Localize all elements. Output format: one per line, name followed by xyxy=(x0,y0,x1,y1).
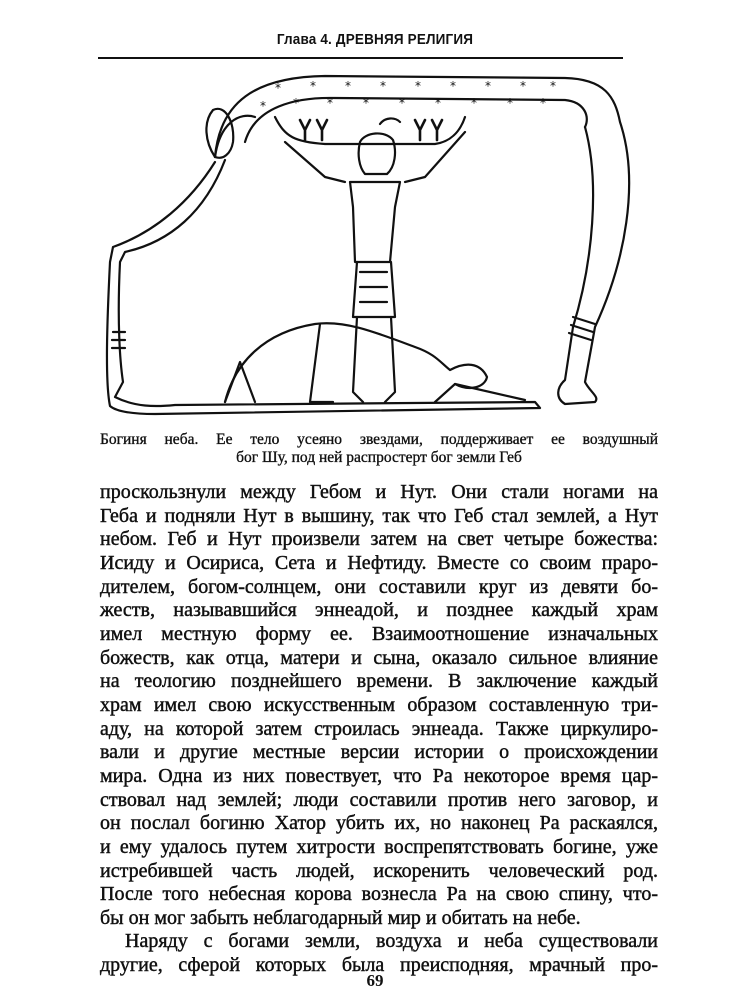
header-rule xyxy=(98,57,623,59)
text-line: проскользнули между Гебом и Нут. Они стали ногами на xyxy=(100,481,658,503)
svg-text:*: * xyxy=(363,96,369,110)
text-line: ствовал над землей; люди составили против него заговор, и xyxy=(100,788,658,811)
svg-text:*: * xyxy=(520,79,526,93)
text-line: и ему удалось путем хитрости воспрепятствовать богине, уже xyxy=(100,835,658,858)
text-line: Исиду и Осириса, Сета и Нефтиду. Вместе со своим праро- xyxy=(100,551,658,574)
text-line: небом. Геб и Нут произвели затем на свет четыре божества: xyxy=(100,528,658,551)
svg-text:*: * xyxy=(471,96,477,110)
svg-text:*: * xyxy=(550,79,556,93)
svg-text:*: * xyxy=(310,79,316,93)
caption-line: Богиня неба. Ее тело усеяно звездами, поддерживает ее воздушный xyxy=(100,431,658,448)
svg-text:*: * xyxy=(380,79,386,93)
text-line: вали и другие местные версии истории о происхождении xyxy=(100,741,658,764)
svg-text:*: * xyxy=(293,96,299,110)
geb-figure xyxy=(225,323,525,402)
svg-text:*: * xyxy=(435,96,441,110)
caption-line: бог Шу, под ней распростерт бог земли Геб xyxy=(236,449,522,466)
text-line: на теологию позднейшего времени. В заключение каждый xyxy=(100,670,658,693)
text-line: истребившей часть людей, искоренить человеческий род. xyxy=(100,859,658,882)
svg-text:*: * xyxy=(450,79,456,93)
running-header: Глава 4. ДРЕВНЯЯ РЕЛИГИЯ xyxy=(276,31,474,48)
text-line: мира. Одна из них повествует, что Ра некоторое время цар- xyxy=(100,764,658,787)
svg-text:*: * xyxy=(507,96,513,110)
svg-text:*: * xyxy=(275,81,281,95)
svg-text:*: * xyxy=(485,79,491,93)
text-line: он послал богиню Хатор убить их, но наконец Ра раскаялся, xyxy=(100,812,658,835)
svg-text:*: * xyxy=(415,79,421,93)
text-line: Наряду с богами земли, воздуха и неба существовали xyxy=(125,930,658,953)
text-line: другие, сферой которых была преисподняя, мрачный про- xyxy=(100,954,658,977)
text-line: Геба и подняли Нут в вышину, так что Геб стал землей, а Нут xyxy=(100,504,658,527)
figure-caption xyxy=(100,431,658,467)
text-line: бы он мог забыть неблагодарный мир и обитать на небе. xyxy=(100,906,581,929)
text-line: дителем, богом-солнцем, они составили круг из девяти бо- xyxy=(100,575,658,598)
page-number: 69 xyxy=(366,971,384,990)
stars xyxy=(260,79,556,113)
nut-arms xyxy=(107,160,540,414)
text-line: После того небесная корова вознесла Ра на свою спину, что- xyxy=(100,883,658,906)
text-line: храм имел свою искусственным образом составленную три- xyxy=(100,693,658,716)
svg-text:*: * xyxy=(345,79,351,93)
hieroglyphs xyxy=(300,120,442,140)
text-line: имел местную форму ее. Взаимоотношение изначальных xyxy=(100,622,658,645)
svg-text:*: * xyxy=(399,96,405,110)
text-line: жеств, называвшийся эннеадой, и позднее каждый храм xyxy=(100,599,658,622)
body-text xyxy=(100,481,658,978)
svg-text:*: * xyxy=(260,99,266,113)
text-line: аду, на которой затем строилась эннеада. Также циркулиро- xyxy=(100,717,658,740)
svg-text:*: * xyxy=(540,96,546,110)
illustration-nut-shu-geb xyxy=(95,62,655,422)
text-line: божеств, как отца, матери и сына, оказало сильное влияние xyxy=(100,646,658,669)
svg-text:*: * xyxy=(327,96,333,110)
